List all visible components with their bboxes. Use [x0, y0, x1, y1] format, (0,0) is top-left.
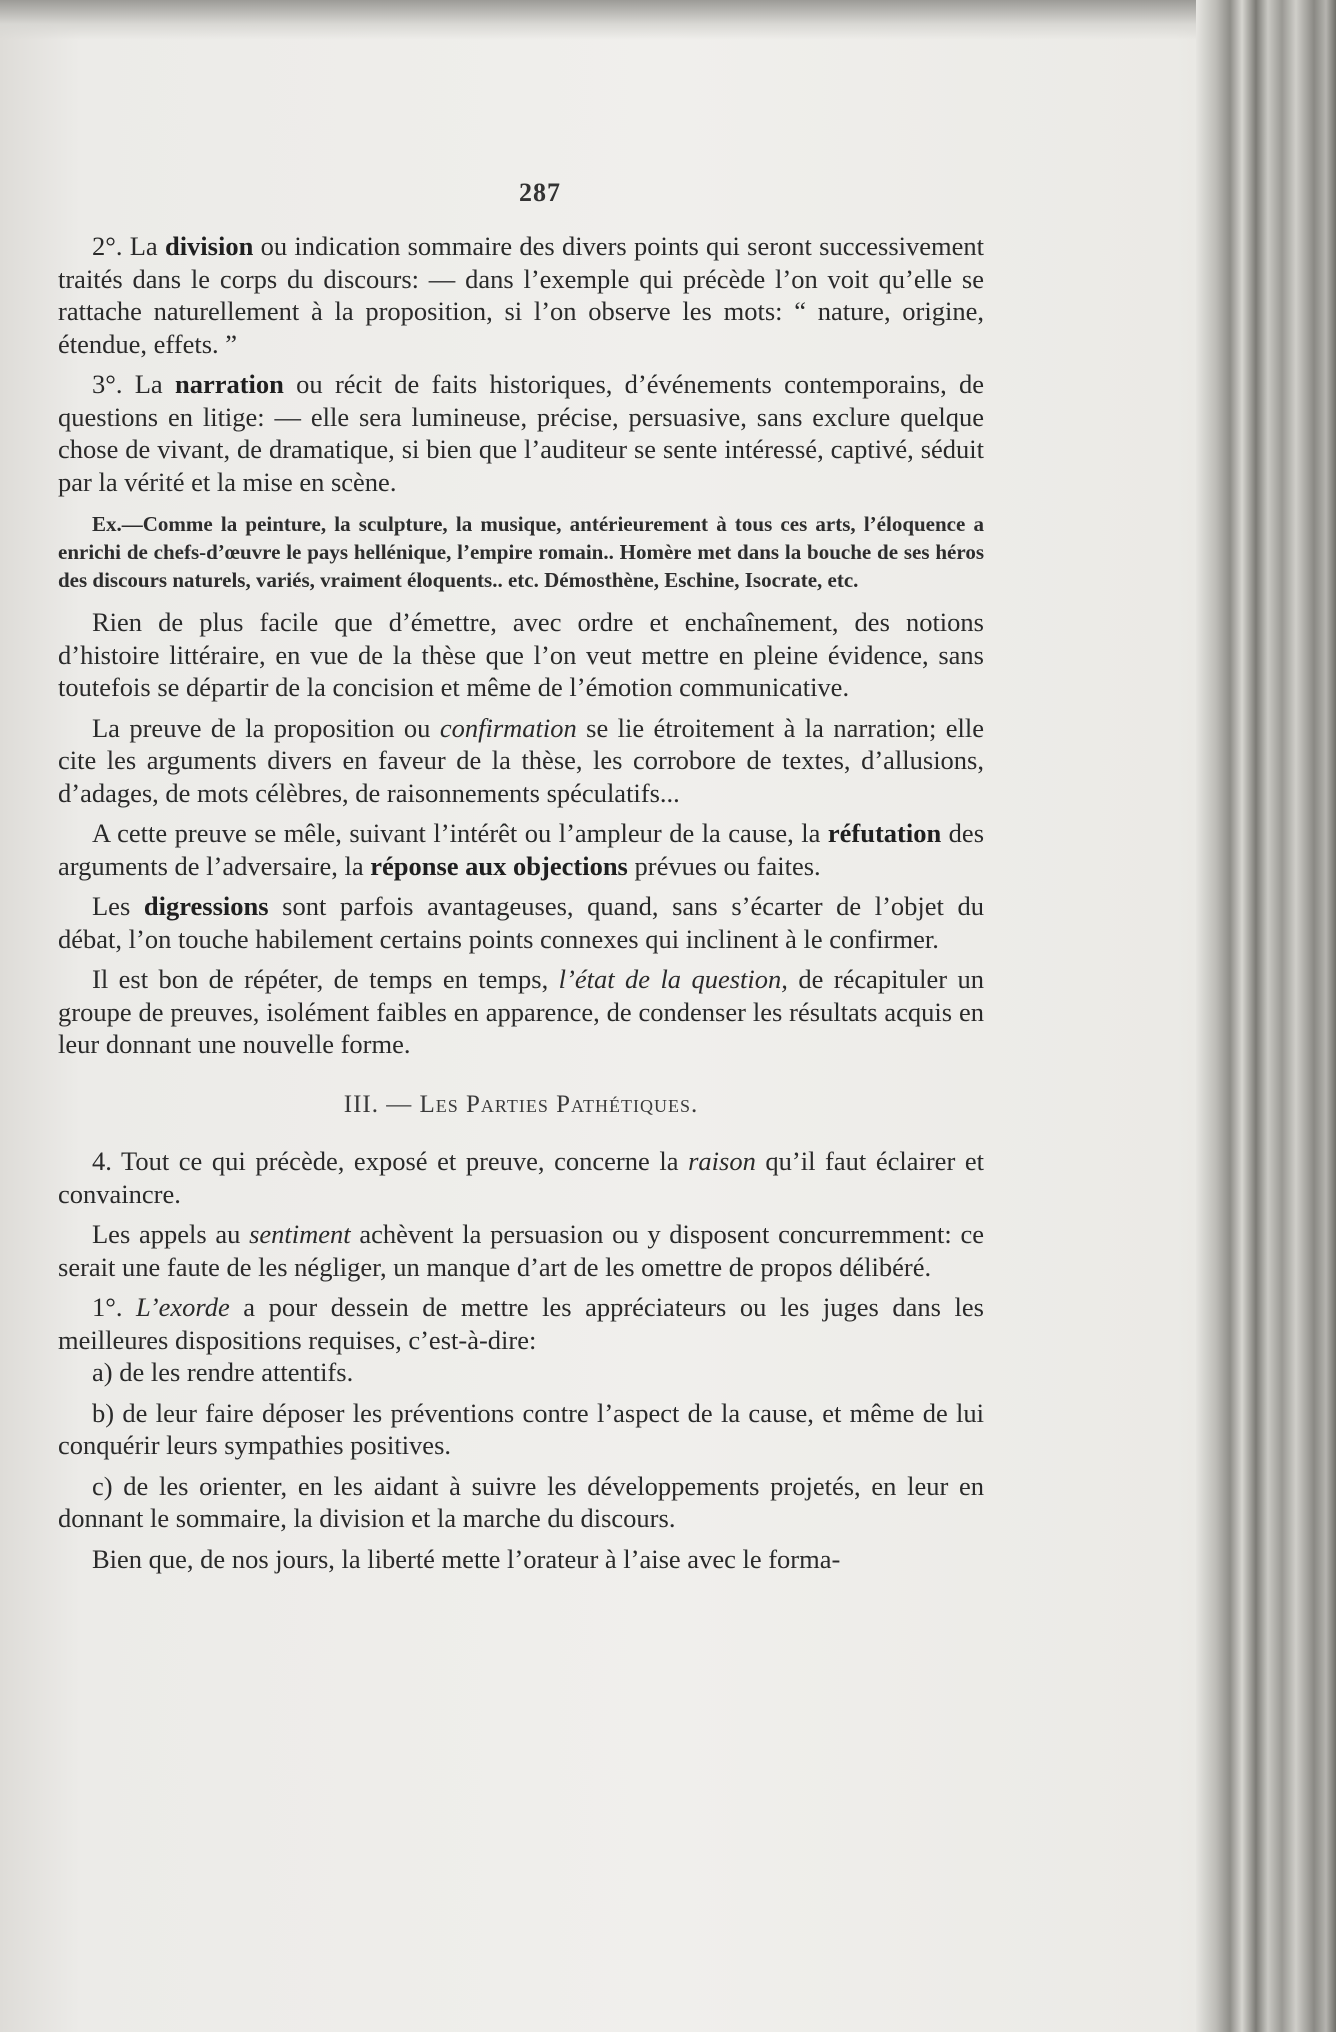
bold-term: division	[164, 231, 254, 261]
text-span: qu’il faut éclairer et convaincre.	[58, 1146, 984, 1209]
section-heading	[58, 1089, 984, 1122]
bold-term: narration	[174, 369, 284, 399]
text-span: ou indication sommaire des divers points qui seront successivement traités dans le corps du discours: — dans l’exemple qui précède l’on voit qu’elle se rattache naturellement à la proposition, si l’on observe les mots: “ nature, origine, étendue, effets. ”	[58, 231, 985, 359]
paragraph-narration	[58, 368, 984, 498]
paragraph-notions: Rien de plus facile que d’émettre, avec ordre et enchaînement, des notions d’histoire littéraire, en vue de la thèse que l’on veut mettre en pleine évidence, sans toutefois se départir de la concision et même de l’émotion communicative.	[58, 607, 984, 702]
bold-term: digressions	[143, 891, 269, 921]
list-item-a: a) de les rendre attentifs.	[92, 1357, 354, 1387]
text-span: ou récit de faits historiques, d’événements contemporains, de questions en litige: — elle sera lumineuse, précise, persuasive, sans exclure quelque chose de vivant, de dramatique, si bien que l’auditeur se sente intéressé, captivé, séduit par la vérité et la mise en scène.	[58, 369, 984, 497]
text-span: A cette preuve se mêle, suivant l’intérêt ou l’ampleur de la cause, la	[92, 818, 828, 848]
example-block: Ex.—Comme la peinture, la sculpture, la musique, antérieurement à tous ces arts, l’éloquence a enrichi de chefs-d’œuvre le pays hellénique, l’empire romain.. Homère met dans la bouche de ses héros des discours naturels, variés, vraiment éloquents.. etc. Démosthène, Eschine, Isocrate, etc.	[58, 512, 984, 592]
text-span: 4. Tout ce qui précède, exposé et preuve, concerne la	[92, 1146, 689, 1176]
text-span: sont parfois avantageuses, quand, sans s’écarter de l’objet du débat, l’on touche habilement certains points connexes qui inclinent à le confirmer.	[58, 891, 984, 954]
paragraph-division	[58, 230, 984, 360]
list-item-c: c) de les orienter, en les aidant à suivre les développements projetés, en leur en donnant le sommaire, la division et la marche du discours.	[58, 1470, 984, 1533]
paragraph-raison	[58, 1145, 984, 1210]
paragraph-sentiment	[58, 1218, 984, 1283]
heading-text: Les Parties Pathétiques.	[419, 1090, 699, 1118]
list-item-b: b) de leur faire déposer les préventions contre l’aspect de la cause, et même de lui conquérir leurs sympathies positives.	[58, 1397, 984, 1460]
paragraph-exorde	[58, 1291, 984, 1356]
text-span: se lie étroitement à la narration; elle cite les arguments divers en faveur de la thèse, les corrobore de textes, d’allusions, d’adages, de mots célèbres, de raisonnements spéculatifs...	[58, 712, 984, 808]
text-span: de récapituler un groupe de preuves, isolément faibles en apparence, de condenser les résultats acquis en leur donnant une nouvelle forme.	[58, 964, 985, 1059]
page-number: 287	[519, 178, 561, 207]
italic-term: L’exorde	[136, 1292, 230, 1322]
paragraph-final: Bien que, de nos jours, la liberté mette l’orateur à l’aise avec le forma-	[92, 1543, 841, 1574]
text-span: des arguments de l’adversaire, la	[58, 818, 985, 881]
text-span: 2°. La	[92, 231, 165, 261]
top-shadow	[0, 0, 1336, 40]
book-page-edges	[1196, 0, 1336, 2032]
paragraph-confirmation	[58, 712, 984, 810]
italic-term: l’état de la question,	[558, 964, 788, 994]
text-span: Il est bon de répéter, de temps en temps,	[92, 964, 559, 994]
text-span: 3°. La	[92, 369, 175, 399]
italic-term: confirmation	[439, 712, 577, 743]
paragraph-refutation	[58, 817, 984, 882]
body-text	[58, 168, 984, 1575]
bold-term: réfutation	[827, 818, 942, 848]
paragraph-repetition	[58, 963, 984, 1061]
text-span: Les appels au	[92, 1219, 250, 1249]
text-span: a pour dessein de mettre les appréciateurs ou les juges dans les meilleures dispositions requises, c’est-à-dire:	[58, 1292, 984, 1355]
text-span: La preuve de la proposition ou	[92, 712, 440, 743]
bold-term: réponse aux objections	[370, 850, 628, 881]
text-span: prévues ou faites.	[627, 850, 821, 881]
italic-term: raison	[688, 1146, 756, 1176]
heading-numeral: III. —	[343, 1090, 420, 1118]
italic-term: sentiment	[249, 1219, 351, 1249]
text-span: 1°.	[92, 1292, 137, 1322]
text-span: achèvent la persuasion ou y disposent concurremment: ce serait une faute de les négliger, un manque d’art de les omettre de propos délibéré.	[58, 1219, 984, 1282]
text-span: Les	[92, 891, 144, 921]
paragraph-digressions	[58, 890, 984, 955]
